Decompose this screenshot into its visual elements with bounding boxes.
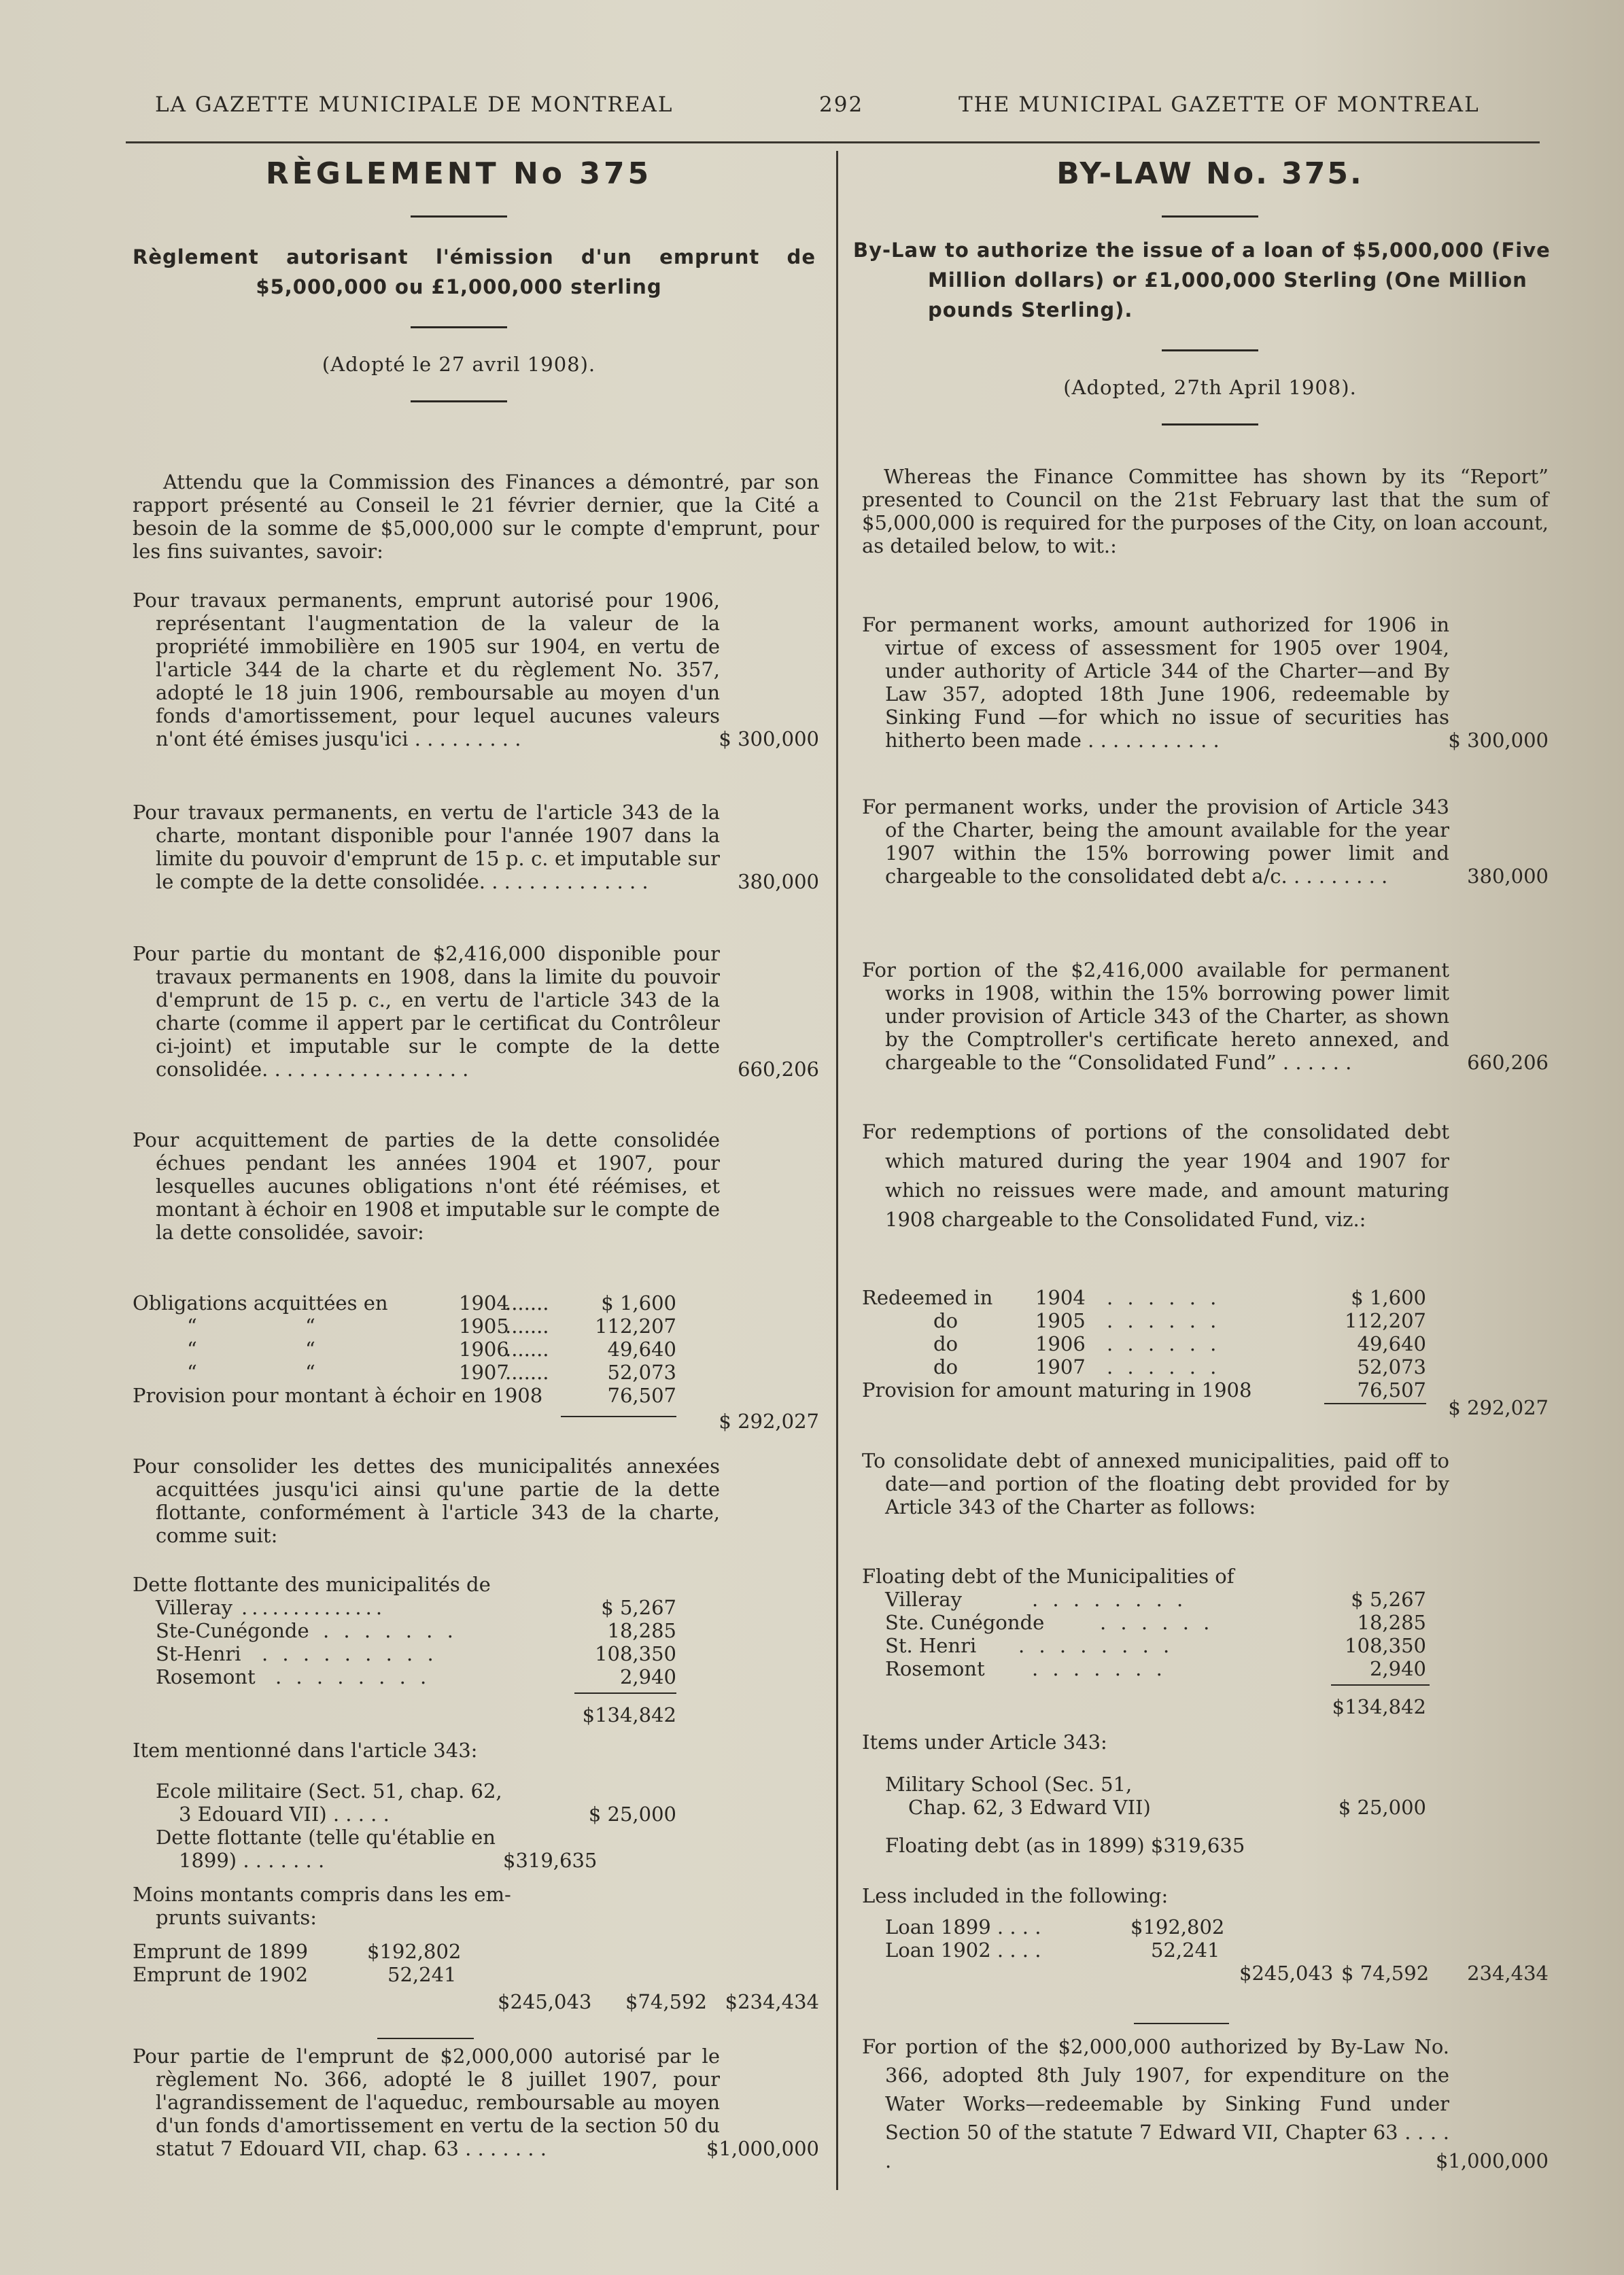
leader-dots: ....... — [505, 1315, 549, 1338]
table-row — [133, 1619, 819, 1642]
table-row — [133, 1779, 819, 1803]
floating-debt-total: $134,842 — [582, 1703, 676, 1726]
french-adopted-date: (Adopté le 27 avril 1908). — [322, 353, 596, 376]
french-item-2-amount: 380,000 — [738, 870, 819, 893]
table-row — [862, 1396, 1549, 1419]
table-row — [133, 1906, 819, 1929]
table-row — [862, 1695, 1549, 1718]
loan-1899-label: Emprunt de 1899 — [133, 1940, 309, 1963]
ecole-amount: $ 25,000 — [588, 1803, 676, 1826]
military-school-line-2: Chap. 62, 3 Edward VII) — [908, 1796, 1151, 1819]
leader-dots: ....... — [505, 1338, 549, 1361]
obligations-label: Obligations acquittées en — [133, 1291, 388, 1315]
table-row — [133, 1596, 819, 1619]
french-obligations-table — [133, 1291, 819, 1433]
floating-debt-1899: Floating debt (as in 1899) $319,635 — [885, 1834, 1245, 1857]
item-article-343-label: Item mentionné dans l'article 343: — [133, 1739, 478, 1762]
table-row — [862, 1657, 1549, 1680]
loan-1899-amount: $192,802 — [1130, 1915, 1225, 1939]
header-left: LA GAZETTE MUNICIPALE DE MONTREAL — [155, 92, 674, 117]
article-343-total: $234,434 — [725, 1990, 819, 2013]
ditto-label: do — [933, 1309, 958, 1332]
table-row — [133, 1642, 819, 1665]
ditto-marks: “ “ — [187, 1315, 315, 1338]
table-row — [133, 1703, 819, 1726]
loan-1902-amount: 52,241 — [387, 1963, 457, 1986]
redeemed-label: Redeemed in — [862, 1286, 993, 1309]
amount: 18,285 — [1357, 1611, 1426, 1634]
table-row — [133, 1384, 819, 1407]
dette-line-1: Dette flottante (telle qu'établie en — [156, 1826, 496, 1849]
ditto-label: do — [933, 1332, 958, 1355]
table-row — [862, 1355, 1549, 1378]
loan-1902-label: Emprunt de 1902 — [133, 1963, 309, 1986]
amount: 2,940 — [1369, 1657, 1426, 1680]
year: 1907 — [1035, 1355, 1086, 1378]
english-item-6-amount: $1,000,000 — [1435, 2149, 1549, 2172]
english-item-3-amount: 660,206 — [1467, 1051, 1549, 1074]
subtitle-rule — [1162, 349, 1258, 351]
english-item-3-text: For portion of the $2,416,000 available for permanent works in 1908, within the 15% borrowing power limit under provision of Article 343 of the Charter, as shown by the Comptroller's certificate hereto annexed, and chargeable to the “Consolidated Fund” . . . . . . — [862, 958, 1449, 1074]
english-item-1-text: For permanent works, amount authorized for 1906 in virtue of excess of assessment for 1905 over 1904, under authority of Article 344 of the Charter—and By Law 357, adopted 18th June 1906, redeemable by Sinking Fund —for which no issue of securities has hitherto been made . . . . . . . . . . . — [862, 613, 1449, 752]
table-row — [862, 1939, 1549, 1962]
municipality: Villeray — [885, 1588, 962, 1611]
amount: 112,207 — [595, 1315, 676, 1338]
french-intro: Attendu que la Commission des Finances a démontré, par son rapport présenté au Conseil le 21 février dernier, que la Cité a besoin de la somme de $5,000,000 sur le compte d'emprunt, pour les fins suivantes, savoir: — [133, 470, 819, 563]
french-item-6 — [133, 2045, 819, 2160]
ditto-marks: “ “ — [187, 1338, 315, 1361]
english-column — [853, 156, 1567, 450]
table-row — [133, 1803, 819, 1826]
english-body — [862, 465, 1549, 2172]
sum-rule — [1134, 2023, 1229, 2024]
english-title: BY-LAW No. 375. — [1056, 156, 1364, 191]
french-floating-debt-table — [133, 1573, 819, 1726]
amount: $ 1,600 — [1351, 1286, 1426, 1309]
table-row — [133, 1573, 819, 1596]
sum-rule — [574, 1692, 676, 1694]
loan-1899-amount: $192,802 — [367, 1940, 462, 1963]
subtitle-rule — [411, 326, 507, 328]
loan-1902-label: Loan 1902 . . . . — [885, 1939, 1041, 1962]
table-row — [133, 1291, 819, 1315]
french-article-343-items — [133, 1779, 819, 2013]
french-item-1-text: Pour travaux permanents, emprunt autorisé pour 1906, représentant l'augmentation de la valeur de la propriété immobilière en 1905 sur 1904, en vertu de l'article 344 de la charte et du règlement No. 357, adopté le 18 juin 1906, remboursable au moyen d'un fonds d'amortissement, pour lequel aucunes valeurs n'ont été émises jusqu'ici . . . . . . . . . — [133, 589, 720, 750]
french-title: RÈGLEMENT No 375 — [265, 156, 653, 191]
english-item-5 — [862, 1449, 1549, 1518]
loans-subtotal: $245,043 — [498, 1990, 592, 2013]
municipality: Rosemont — [156, 1665, 256, 1688]
net-amount: $74,592 — [625, 1990, 707, 2013]
provision-label: Provision for amount maturing in 1908 — [862, 1378, 1252, 1402]
sum-rule — [1331, 1684, 1430, 1686]
amount: $ 5,267 — [1351, 1588, 1426, 1611]
adopted-rule — [411, 400, 507, 402]
table-row — [862, 1915, 1549, 1939]
table-row — [862, 1634, 1549, 1657]
year: 1907 — [459, 1361, 509, 1384]
leader-dots: . . . . . . — [1107, 1355, 1221, 1378]
year: 1906 — [1035, 1332, 1086, 1355]
moins-line-1: Moins montants compris dans les em- — [133, 1883, 511, 1906]
table-row — [133, 1963, 819, 1986]
title-rule — [1162, 215, 1258, 218]
french-item-2 — [133, 801, 819, 893]
french-item-1 — [133, 589, 819, 750]
table-row — [133, 1338, 819, 1361]
dette-line-2: 1899) . . . . . . . — [179, 1849, 325, 1872]
floating-debt-label: Dette flottante des municipalités de — [133, 1573, 491, 1596]
leader-dots: . . . . . . . — [323, 1619, 457, 1642]
amount: 52,073 — [1357, 1355, 1426, 1378]
table-row — [133, 1739, 819, 1762]
english-item-6-text: For portion of the $2,000,000 authorized by By-Law No. 366, adopted 8th July 1907, for expenditure on the Water Works—redeemable by Sinking Fund under Section 50 of the statute 7 Edward VII, Chapter 63 . . . . . — [862, 2035, 1449, 2172]
header-right: THE MUNICIPAL GAZETTE OF MONTREAL — [958, 92, 1480, 117]
english-item-5-text: To consolidate debt of annexed municipalities, paid off to date—and portion of the floating debt provided for by Article 343 of the Charter as follows: — [862, 1449, 1449, 1518]
municipality: St. Henri — [885, 1634, 977, 1657]
table-row — [862, 1773, 1549, 1796]
sum-rule — [377, 2038, 474, 2039]
amount: $ 1,600 — [601, 1291, 676, 1315]
table-row — [133, 1826, 819, 1849]
french-item-1-amount: $ 300,000 — [719, 727, 819, 750]
year: 1905 — [1035, 1309, 1086, 1332]
ecole-line-2: 3 Edouard VII) . . . . . — [179, 1803, 390, 1826]
french-item-5-text: Pour consolider les dettes des municipalités annexées acquittées jusqu'ici ainsi qu'une partie de la dette flottante, conformément à l'article 343 de la charte, comme suit: — [133, 1455, 720, 1547]
military-school-line-1: Military School (Sec. 51, — [885, 1773, 1133, 1796]
english-item-6 — [862, 2032, 1549, 2175]
english-floating-debt-table — [862, 1565, 1549, 1718]
provision-amount: 76,507 — [1357, 1378, 1426, 1402]
municipality: St-Henri — [156, 1642, 241, 1665]
leader-dots: . . . . . . — [1107, 1309, 1221, 1332]
english-article-343-items — [862, 1773, 1549, 1985]
french-body — [133, 470, 819, 2160]
leader-dots: . . . . . . — [1107, 1332, 1221, 1355]
ecole-line-1: Ecole militaire (Sect. 51, chap. 62, — [156, 1779, 502, 1803]
amount: 108,350 — [595, 1642, 676, 1665]
items-article-343-label: Items under Article 343: — [862, 1731, 1107, 1754]
leader-dots: . . . . . . — [1100, 1611, 1214, 1634]
english-redeemed-table — [862, 1286, 1549, 1419]
dette-amount: $319,635 — [503, 1849, 598, 1872]
english-item-3 — [862, 958, 1549, 1074]
table-row — [133, 1883, 819, 1906]
moins-line-2: prunts suivants: — [156, 1906, 317, 1929]
english-item-1 — [862, 613, 1549, 752]
table-row — [862, 1884, 1549, 1907]
leader-dots: ....... — [505, 1361, 549, 1384]
year: 1906 — [459, 1338, 509, 1361]
amount: 49,640 — [607, 1338, 676, 1361]
leader-dots: . . . . . . . . — [275, 1665, 431, 1688]
loan-1902-amount: 52,241 — [1151, 1939, 1220, 1962]
english-item-2-text: For permanent works, under the provision of Article 343 of the Charter, being the amount available for the year 1907 within the 15% borrowing power limit and chargeable to the consolidated debt a/c. . . . . . . . . — [862, 795, 1449, 888]
french-subtitle-line-2: $5,000,000 ou £1,000,000 sterling — [256, 275, 662, 298]
leader-dots: . . . . . . . — [1032, 1657, 1167, 1680]
provision-label: Provision pour montant à échoir en 1908 — [133, 1384, 543, 1407]
loans-subtotal: $245,043 — [1239, 1962, 1334, 1985]
leader-dots: . . . . . . . . — [1018, 1634, 1174, 1657]
english-item-1-amount: $ 300,000 — [1448, 729, 1549, 752]
column-divider — [836, 151, 838, 2190]
table-row — [133, 1410, 819, 1433]
ditto-marks: “ “ — [187, 1361, 315, 1384]
amount: 2,940 — [619, 1665, 676, 1688]
page-number: 292 — [819, 92, 864, 117]
table-row — [133, 1315, 819, 1338]
leader-dots: . . . . . . — [1107, 1286, 1221, 1309]
article-343-total: 234,434 — [1467, 1962, 1549, 1985]
table-row — [862, 1962, 1549, 1985]
table-row — [862, 1588, 1549, 1611]
leader-dots: . . . . . . . . — [1032, 1588, 1188, 1611]
adopted-rule — [1162, 423, 1258, 426]
table-row — [862, 1731, 1549, 1754]
floating-debt-total: $134,842 — [1332, 1695, 1426, 1718]
title-rule — [411, 215, 507, 218]
table-row — [133, 1665, 819, 1688]
municipality: Ste-Cunégonde — [156, 1619, 309, 1642]
leader-dots: .............. — [241, 1596, 387, 1619]
leader-dots: ....... — [505, 1291, 549, 1315]
french-item-2-text: Pour travaux permanents, en vertu de l'article 343 de la charte, montant disponible pour l'année 1907 dans la limite du pouvoir d'emprunt de 15 p. c. et imputable sur le compte de la dette consolidée. . . . . . . . . . . . . . — [133, 801, 720, 893]
amount: 108,350 — [1345, 1634, 1426, 1657]
amount: 49,640 — [1357, 1332, 1426, 1355]
french-item-3 — [133, 942, 819, 1081]
table-row — [862, 1286, 1549, 1309]
english-item-2 — [862, 795, 1549, 888]
english-item-4-text: For redemptions of portions of the consolidated debt which matured during the year 1904 and 1907 for which no reissues were made, and amount maturing 1908 chargeable to the Consolidated Fund, viz.: — [862, 1120, 1449, 1231]
table-row — [862, 1796, 1549, 1819]
table-row — [862, 1611, 1549, 1634]
english-intro: Whereas the Finance Committee has shown by its “Report” presented to Council on the 21st February last that the sum of $5,000,000 is required for the purposes of the City, on loan account, as detailed below, to wit.: — [862, 465, 1549, 557]
french-column — [102, 156, 816, 427]
english-item-2-amount: 380,000 — [1467, 865, 1549, 888]
french-item-3-amount: 660,206 — [738, 1058, 819, 1081]
table-row — [862, 1834, 1549, 1857]
table-row — [862, 1309, 1549, 1332]
table-row — [862, 1332, 1549, 1355]
header-rule — [126, 141, 1540, 143]
amount: 52,073 — [607, 1361, 676, 1384]
table-row — [133, 1361, 819, 1384]
french-item-3-text: Pour partie du montant de $2,416,000 disponible pour travaux permanents en 1908, dans la limite du pouvoir d'emprunt de 15 p. c., en vertu de l'article 343 de la charte (comme il appert par le certificat du Contrôleur ci-joint) et imputable sur le compte de la dette consolidée. . . . . . . . . . . . . . . . . — [133, 942, 720, 1081]
amount: $ 5,267 — [601, 1596, 676, 1619]
year: 1905 — [459, 1315, 509, 1338]
year: 1904 — [1035, 1286, 1086, 1309]
amount: 18,285 — [607, 1619, 676, 1642]
ditto-label: do — [933, 1355, 958, 1378]
year: 1904 — [459, 1291, 509, 1315]
table-row — [133, 1849, 819, 1872]
municipality: Rosemont — [885, 1657, 985, 1680]
less-included-label: Less included in the following: — [862, 1884, 1169, 1907]
french-item-4-text: Pour acquittement de parties de la dette consolidée échues pendant les années 1904 et 1907, pour lesquelles aucunes obligations n'ont été réémises, et montant à échoir en 1908 et imputable sur le compte de la dette consolidée, savoir: — [133, 1128, 720, 1244]
english-subtitle: By-Law to authorize the issue of a loan of $5,000,000 (Five Million dollars) or £1,000,000 Sterling (One Million pounds Sterling). — [853, 239, 1551, 322]
amount: 112,207 — [1345, 1309, 1426, 1332]
military-school-amount: $ 25,000 — [1338, 1796, 1426, 1819]
municipality: Ste. Cunégonde — [885, 1611, 1045, 1634]
table-row — [862, 1565, 1549, 1588]
provision-amount: 76,507 — [607, 1384, 676, 1407]
french-item-4 — [133, 1128, 819, 1244]
french-item-6-text: Pour partie de l'emprunt de $2,000,000 autorisé par le règlement No. 366, adopté le 8 juillet 1907, pour l'agrandissement de l'aqueduc, remboursable au moyen d'un fonds d'amortissement en vertu de la section 50 du statut 7 Edouard VII, chap. 63 . . . . . . . — [133, 2045, 720, 2160]
municipality: Villeray — [156, 1596, 232, 1619]
leader-dots: . . . . . . . . . — [262, 1642, 438, 1665]
floating-debt-label: Floating debt of the Municipalities of — [862, 1565, 1234, 1588]
french-item-5 — [133, 1455, 819, 1547]
obligations-total: $ 292,027 — [719, 1410, 819, 1433]
french-item-6-amount: $1,000,000 — [706, 2137, 819, 2160]
english-adopted-date: (Adopted, 27th April 1908). — [1063, 376, 1357, 399]
table-row — [133, 1940, 819, 1963]
english-item-4 — [862, 1117, 1549, 1234]
french-subtitle-line-1: Règlement autorisant l'émission d'un emprunt de — [133, 245, 816, 268]
table-row — [133, 1990, 819, 2013]
redeemed-total: $ 292,027 — [1448, 1396, 1549, 1419]
net-amount: $ 74,592 — [1341, 1962, 1430, 1985]
loan-1899-label: Loan 1899 . . . . — [885, 1915, 1041, 1939]
